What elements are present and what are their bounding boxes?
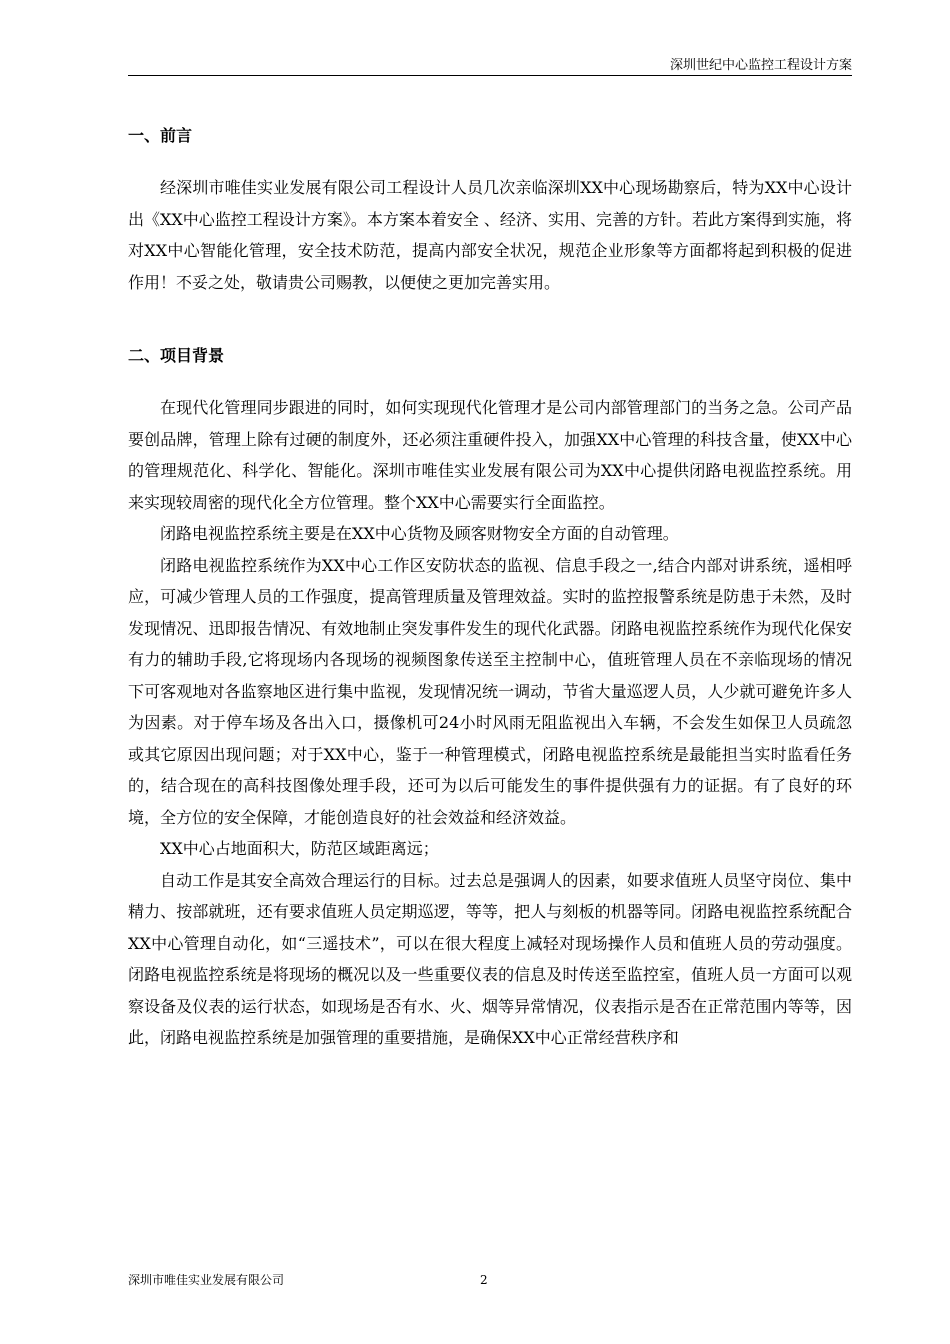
footer-company: 深圳市唯佳实业发展有限公司 (128, 1273, 285, 1287)
background-paragraph-2: 闭路电视监控系统主要是在XX中心货物及顾客财物安全方面的自动管理。 (160, 524, 679, 543)
background-paragraph-1: 在现代化管理同步跟进的同时，如何实现现代化管理才是公司内部管理部门的当务之急。公司产品要创品牌，管理上除有过硬的制度外，还必须注重硬件投入，加强XX中心管理的科技含量，使XX中心的管理规范化、科学化、智能化。深圳市唯佳实业发展有限公司为XX中心提供闭路电视监控系统。用来实现较周密的现代化全方位管理。整个XX中心需要实行全面监控。 (128, 398, 852, 512)
background-paragraph-4: XX中心占地面积大，防范区域距离远； (160, 839, 439, 858)
section-heading-background: 二、项目背景 (128, 346, 225, 365)
document-body (128, 120, 852, 1054)
section-heading-preface: 一、前言 (128, 126, 193, 145)
background-paragraph-3: 闭路电视监控系统作为XX中心工作区安防状态的监视、信息手段之一,结合内部对讲系统，遥相呼应，可减少管理人员的工作强度，提高管理质量及管理效益。实时的监控报警系统是防患于未然，及时发现情况、迅即报告情况、有效地制止突发事件发生的现代化武器。闭路电视监控系统作为现代化保安有力的辅助手段,它将现场内各现场的视频图象传送至主控制中心，值班管理人员在不亲临现场的情况下可客观地对各监察地区进行集中监视，发现情况统一调动，节省大量巡逻人员，人少就可避免许多人为因素。对于停车场及各出入口，摄像机可24小时风雨无阻监视出入车辆，不会发生如保卫人员疏忽或其它原因出现问题；对于XX中心，鉴于一种管理模式，闭路电视监控系统是最能担当实时监看任务的，结合现在的高科技图像处理手段，还可为以后可能发生的事件提供强有力的证据。有了良好的环境，全方位的安全保障，才能创造良好的社会效益和经济效益。 (128, 555, 852, 827)
footer-page-number: 2 (480, 1273, 488, 1287)
preface-paragraph: 经深圳市唯佳实业发展有限公司工程设计人员几次亲临深圳XX中心现场勘察后，特为XX中心设计出《XX中心监控工程设计方案》。本方案本着安全 、经济、实用、完善的方针。若此方案得到实施，将对XX中心智能化管理，安全技术防范，提高内部安全状况，规范企业形象等方面都将起到积极的促进作用！不妥之处，敬请贵公司赐教，以便使之更加完善实用。 (128, 178, 852, 292)
page-header-title: 深圳世纪中心监控工程设计方案 (669, 58, 852, 73)
background-paragraph-5: 自动工作是其安全高效合理运行的目标。过去总是强调人的因素，如要求值班人员坚守岗位、集中精力、按部就班，还有要求值班人员定期巡逻，等等，把人与刻板的机器等同。闭路电视监控系统配合XX中心管理自动化，如“三遥技术”，可以在很大程度上减轻对现场操作人员和值班人员的劳动强度。闭路电视监控系统是将现场的概况以及一些重要仪表的信息及时传送至监控室，值班人员一方面可以观察设备及仪表的运行状态，如现场是否有水、火、烟等异常情况，仪表指示是否在正常范围内等等，因此，闭路电视监控系统是加强管理的重要措施，是确保XX中心正常经营秩序和 (128, 870, 852, 1047)
header-rule (128, 75, 852, 76)
